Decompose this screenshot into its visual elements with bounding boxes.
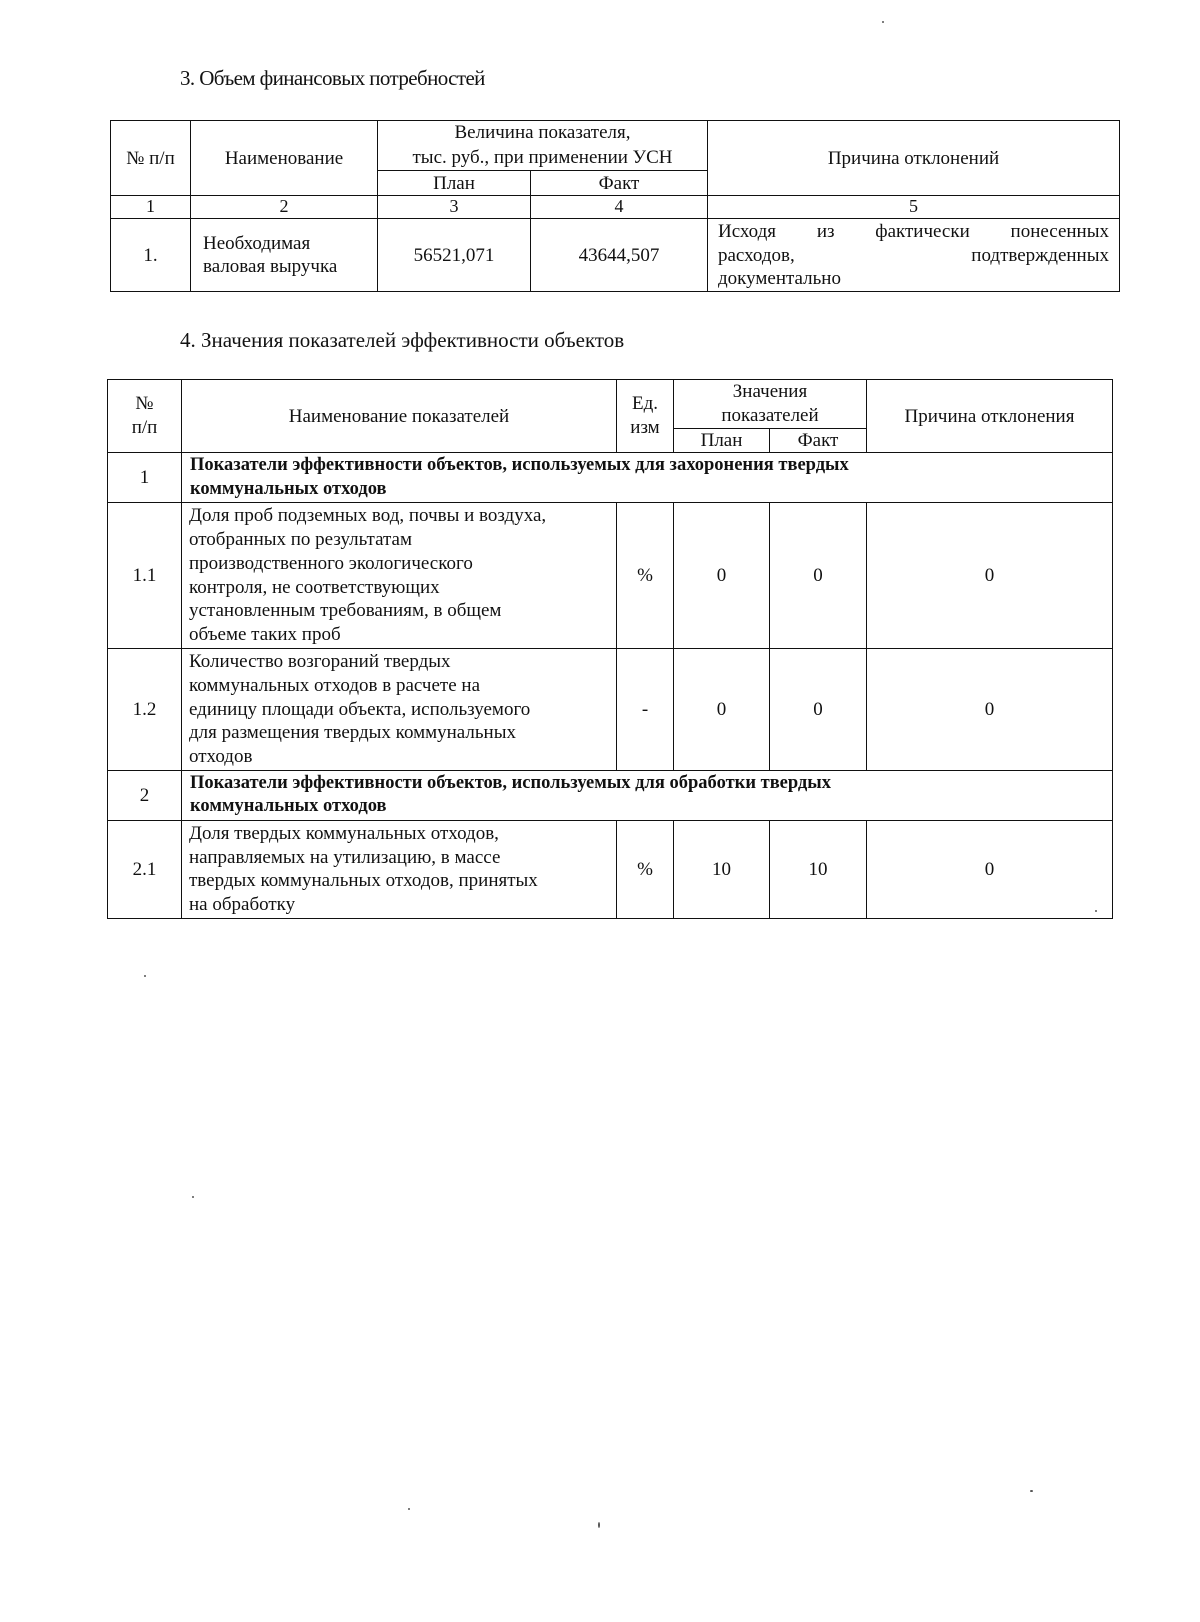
row-name-line: направляемых на утилизацию, в массе <box>189 846 501 868</box>
row-name <box>182 820 617 918</box>
row-name-line: коммунальных отходов в расчете на <box>189 674 481 696</box>
row-name-line1: Необходимая <box>203 233 311 255</box>
col-header-plan: План <box>674 429 770 453</box>
row-name-line: Количество возгораний твердых <box>189 651 451 673</box>
group-title-line2: коммунальных отходов <box>190 796 387 817</box>
col-header-plan: План <box>378 171 531 196</box>
group-title-line1: Показатели эффективности объектов, используемых для обработки твердых <box>190 772 831 793</box>
row-plan-value: 56521,071 <box>378 219 531 292</box>
row-name-line: производственного экологического <box>189 552 473 574</box>
row-reason: 0 <box>867 503 1113 649</box>
col-header-num: № п/п <box>111 121 191 196</box>
row-plan-value: 0 <box>674 649 770 771</box>
column-index: 4 <box>531 196 708 219</box>
group-row <box>108 453 1113 503</box>
row-num: 1.2 <box>108 649 182 771</box>
row-name-line: Доля проб подземных вод, почвы и воздуха, <box>189 505 547 527</box>
row-name-line: установленным требованиям, в общем <box>189 600 502 622</box>
col-header-num-line1: № <box>135 393 154 415</box>
table-row <box>108 503 1113 649</box>
table-header-row <box>111 121 1120 171</box>
group-num: 1 <box>108 453 182 503</box>
col-header-values <box>674 380 867 429</box>
table-row <box>108 820 1113 918</box>
row-name-line: объеме таких проб <box>189 624 341 646</box>
row-unit: % <box>617 503 674 649</box>
column-index: 3 <box>378 196 531 219</box>
scan-speck <box>882 21 884 23</box>
group-row <box>108 770 1113 820</box>
row-name-line: отходов <box>189 746 253 768</box>
col-header-fact: Факт <box>531 171 708 196</box>
group-title-line1: Показатели эффективности объектов, используемых для захоронения твердых <box>190 455 849 476</box>
row-name-line: твердых коммунальных отходов, принятых <box>189 870 538 892</box>
row-num: 1.1 <box>108 503 182 649</box>
row-num: 2.1 <box>108 820 182 918</box>
scan-speck <box>408 1508 410 1510</box>
column-index: 1 <box>111 196 191 219</box>
financial-needs-table <box>110 120 1120 292</box>
row-reason-line3: документально <box>718 268 841 290</box>
row-fact-value: 43644,507 <box>531 219 708 292</box>
scan-speck <box>1095 910 1097 912</box>
row-name-line: контроля, не соответствующих <box>189 576 440 598</box>
column-index-row <box>111 196 1120 219</box>
group-title <box>182 453 1113 503</box>
col-header-values-line2: показателей <box>721 405 819 426</box>
row-name-line: Доля твердых коммунальных отходов, <box>189 822 499 844</box>
table-row <box>108 649 1113 771</box>
col-header-value-line2: тыс. руб., при применении УСН <box>412 146 673 168</box>
row-name-line: на обработку <box>189 894 296 916</box>
row-reason-line1: Исходя из фактически понесенных <box>718 220 1109 242</box>
col-header-num-line2: п/п <box>131 417 158 439</box>
row-num: 1. <box>111 219 191 292</box>
table-row <box>111 219 1120 292</box>
col-header-fact: Факт <box>770 429 867 453</box>
scan-speck <box>598 1522 600 1528</box>
row-name <box>191 219 378 292</box>
group-num: 2 <box>108 770 182 820</box>
col-header-value-line1: Величина показателя, <box>454 122 631 143</box>
row-fact-value: 10 <box>770 820 867 918</box>
group-title-line2: коммунальных отходов <box>190 478 387 499</box>
row-unit: % <box>617 820 674 918</box>
col-header-reason: Причина отклонений <box>708 121 1120 196</box>
row-name-line2: валовая выручка <box>203 256 338 278</box>
col-header-unit-line2: изм <box>630 417 660 439</box>
row-name <box>182 649 617 771</box>
row-plan-value: 0 <box>674 503 770 649</box>
row-name <box>182 503 617 649</box>
efficiency-indicators-table <box>107 379 1113 919</box>
col-header-values-line1: Значения <box>732 381 808 403</box>
row-unit: - <box>617 649 674 771</box>
col-header-reason: Причина отклонения <box>867 380 1113 453</box>
group-title <box>182 770 1113 820</box>
col-header-name: Наименование показателей <box>182 380 617 453</box>
table-header-row <box>108 380 1113 429</box>
row-reason: 0 <box>867 649 1113 771</box>
col-header-unit <box>617 380 674 453</box>
column-index: 5 <box>708 196 1120 219</box>
section-4-title: 4. Значения показателей эффективности объектов <box>180 328 625 352</box>
col-header-unit-line1: Ед. <box>631 393 659 415</box>
col-header-num <box>108 380 182 453</box>
column-index: 2 <box>191 196 378 219</box>
row-name-line: отобранных по результатам <box>189 529 412 551</box>
row-name-line: единицу площади объекта, используемого <box>189 698 531 720</box>
row-reason: 0 <box>867 820 1113 918</box>
scan-speck <box>1030 1490 1033 1492</box>
row-reason <box>708 219 1120 292</box>
section-3-title: 3. Объем финансовых потребностей <box>180 66 485 90</box>
col-header-name: Наименование <box>191 121 378 196</box>
scan-speck <box>192 1196 194 1198</box>
row-name-line: для размещения твердых коммунальных <box>189 722 516 744</box>
scan-speck <box>144 975 146 977</box>
col-header-value <box>378 121 708 171</box>
row-reason-line2: расходов, подтвержденных <box>718 244 1109 266</box>
row-fact-value: 0 <box>770 649 867 771</box>
row-fact-value: 0 <box>770 503 867 649</box>
row-plan-value: 10 <box>674 820 770 918</box>
